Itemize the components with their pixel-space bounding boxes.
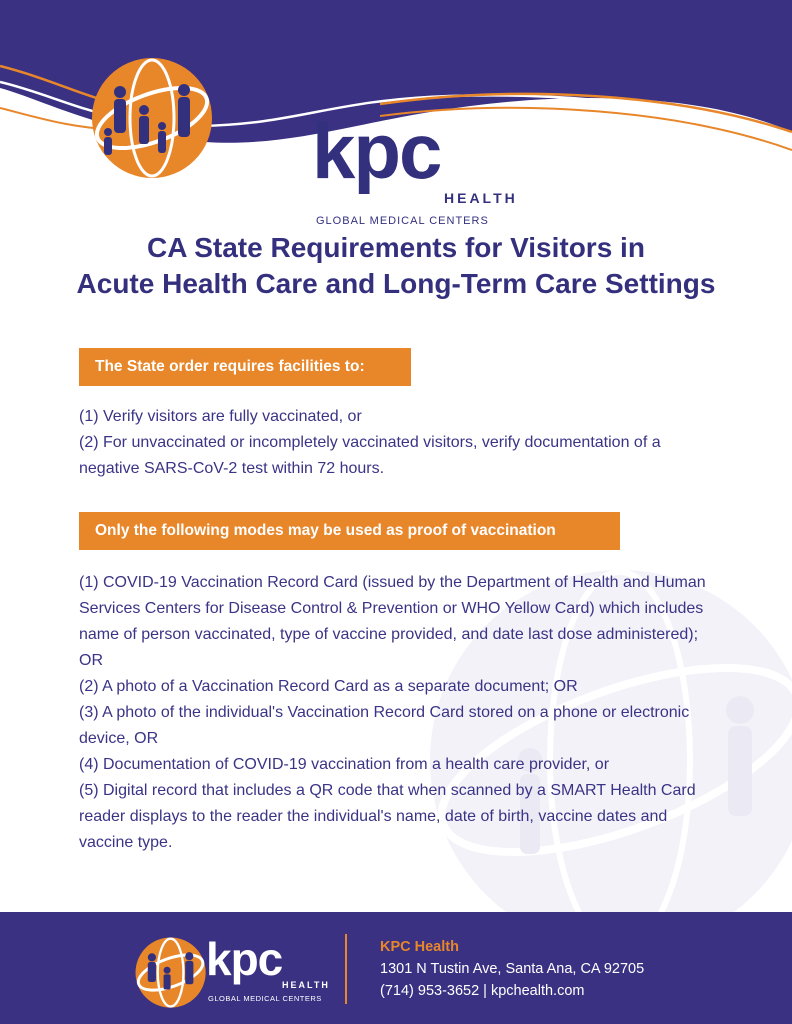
proof-list <box>79 570 719 856</box>
list-item: (2) For unvaccinated or incompletely vaccinated visitors, verify documentation of a negative SARS-CoV-2 test within 72 hours. <box>79 434 661 477</box>
list-item: (1) Verify visitors are fully vaccinated, or <box>79 408 362 425</box>
logo-wordmark: kpc <box>312 107 441 195</box>
footer-address: 1301 N Tustin Ave, Santa Ana, CA 92705 <box>380 961 645 977</box>
globe-family-icon <box>86 52 216 182</box>
footer-org-name: KPC Health <box>380 939 459 955</box>
footer-globe-icon <box>132 934 208 1010</box>
footer-logo <box>132 932 332 1012</box>
requirements-banner: The State order requires facilities to: <box>79 348 411 386</box>
kpc-health-logo <box>86 52 518 227</box>
footer-phone-website: (714) 953-3652 | kpchealth.com <box>380 983 585 999</box>
logo-tagline: GLOBAL MEDICAL CENTERS <box>316 215 489 227</box>
footer-logo-tagline: GLOBAL MEDICAL CENTERS <box>208 994 322 1003</box>
list-item: (4) Documentation of COVID-19 vaccination from a health care provider, or <box>79 756 610 773</box>
title-line-1: CA State Requirements for Visitors in <box>147 232 645 263</box>
proof-of-vaccination-banner: Only the following modes may be used as proof of vaccination <box>79 512 620 550</box>
logo-health-text: HEALTH <box>444 190 518 206</box>
list-item: (3) A photo of the individual's Vaccination Record Card stored on a phone or electronic device, OR <box>79 704 690 747</box>
footer-contact <box>380 936 644 1002</box>
page-title <box>0 230 792 302</box>
requirements-list <box>79 404 719 482</box>
title-line-2: Acute Health Care and Long-Term Care Settings <box>76 268 716 299</box>
footer-logo-health-text: HEALTH <box>282 980 330 990</box>
list-item: (2) A photo of a Vaccination Record Card as a separate document; OR <box>79 678 578 695</box>
list-item: (5) Digital record that includes a QR code that when scanned by a SMART Health Card reader displays to the reader the individual's name, date of birth, vaccine dates and vaccine type. <box>79 782 696 851</box>
footer <box>0 912 792 1024</box>
list-item: (1) COVID-19 Vaccination Record Card (issued by the Department of Health and Human Services Centers for Disease Control & Prevention or WHO Yellow Card) which includes name of person vaccinated, type of vaccine provided, and date last dose administered); OR <box>79 574 706 669</box>
footer-logo-wordmark: kpc <box>206 933 283 985</box>
footer-divider <box>345 934 347 1004</box>
